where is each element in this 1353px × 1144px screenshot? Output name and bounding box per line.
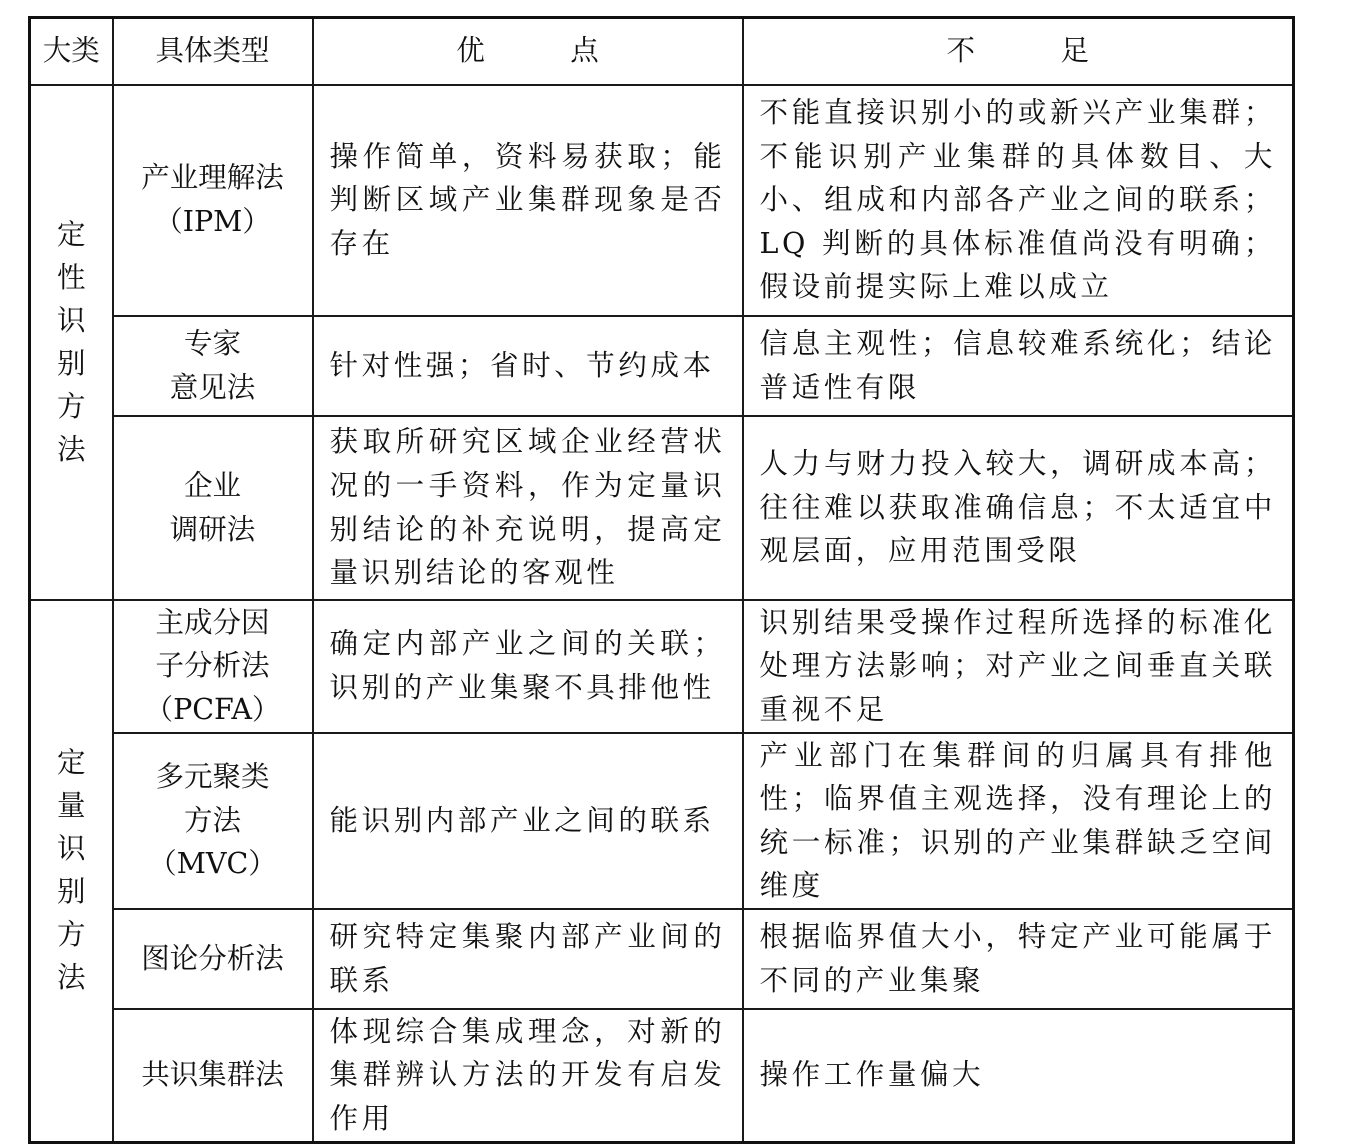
header-row — [30, 18, 1294, 85]
shortcomings-cell: 人力与财力投入较大，调研成本高；往往难以获取准确信息；不太适宜中观层面，应用范围受限 — [743, 416, 1294, 600]
advantages-cell: 获取所研究区域企业经营状况的一手资料，作为定量识别结论的补充说明，提高定量识别结论的客观性 — [313, 416, 743, 600]
category-qualitative — [30, 85, 113, 600]
type-cell — [113, 909, 313, 1009]
advantages-cell: 确定内部产业之间的关联；识别的产业集聚不具排他性 — [313, 600, 743, 733]
header-category: 大类 — [30, 18, 113, 85]
type-line: 主成分因 — [155, 605, 270, 639]
type-line: 产业理解法 — [141, 161, 284, 195]
type-line: 子分析法 — [155, 649, 270, 683]
table-row — [30, 1009, 1294, 1142]
category-label: 定量识别方法 — [56, 746, 86, 995]
type-cell — [113, 1009, 313, 1142]
table-row — [30, 85, 1294, 316]
table-row — [30, 909, 1294, 1009]
type-line: 共识集群法 — [141, 1058, 284, 1092]
type-cell — [113, 600, 313, 733]
table-row — [30, 416, 1294, 600]
type-line: 专家 — [183, 326, 241, 360]
shortcomings-cell: 不能直接识别小的或新兴产业集群；不能识别产业集群的具体数目、大小、组成和内部各产业之间的联系；LQ 判断的具体标准值尚没有明确；假设前提实际上难以成立 — [743, 85, 1294, 316]
shortcomings-cell: 信息主观性；信息较难系统化；结论普适性有限 — [743, 316, 1294, 416]
category-quantitative — [30, 600, 113, 1143]
shortcomings-cell: 操作工作量偏大 — [743, 1009, 1294, 1142]
methods-table — [28, 16, 1295, 1144]
type-cell — [113, 733, 313, 909]
type-line: （PCFA） — [144, 692, 281, 726]
type-line: 图论分析法 — [141, 942, 284, 976]
table-row — [30, 733, 1294, 909]
type-line: 意见法 — [169, 370, 256, 404]
table-row — [30, 316, 1294, 416]
header-shortcomings: 不 足 — [743, 18, 1294, 85]
table-row — [30, 600, 1294, 733]
type-line: （IPM） — [154, 205, 271, 238]
shortcomings-cell: 识别结果受操作过程所选择的标准化处理方法影响；对产业之间垂直关联重视不足 — [743, 600, 1294, 733]
advantages-cell: 体现综合集成理念，对新的集群辨认方法的开发有启发作用 — [313, 1009, 743, 1142]
shortcomings-cell: 根据临界值大小，特定产业可能属于不同的产业集聚 — [743, 909, 1294, 1009]
type-cell — [113, 85, 313, 316]
advantages-cell: 针对性强；省时、节约成本 — [313, 316, 743, 416]
category-label: 定性识别方法 — [56, 217, 86, 466]
advantages-cell: 操作简单，资料易获取；能判断区域产业集群现象是否存在 — [313, 85, 743, 316]
shortcomings-cell: 产业部门在集群间的归属具有排他性；临界值主观选择，没有理论上的统一标准；识别的产业集群缺乏空间维度 — [743, 733, 1294, 909]
type-cell — [113, 316, 313, 416]
type-line: 调研法 — [169, 512, 256, 546]
type-cell — [113, 416, 313, 600]
advantages-cell: 研究特定集聚内部产业间的联系 — [313, 909, 743, 1009]
header-advantages: 优 点 — [313, 18, 743, 85]
header-type: 具体类型 — [113, 18, 313, 85]
advantages-cell: 能识别内部产业之间的联系 — [313, 733, 743, 909]
type-line: 方法（MVC） — [148, 803, 277, 881]
type-line: 多元聚类 — [155, 760, 270, 794]
type-line: 企业 — [183, 468, 241, 502]
